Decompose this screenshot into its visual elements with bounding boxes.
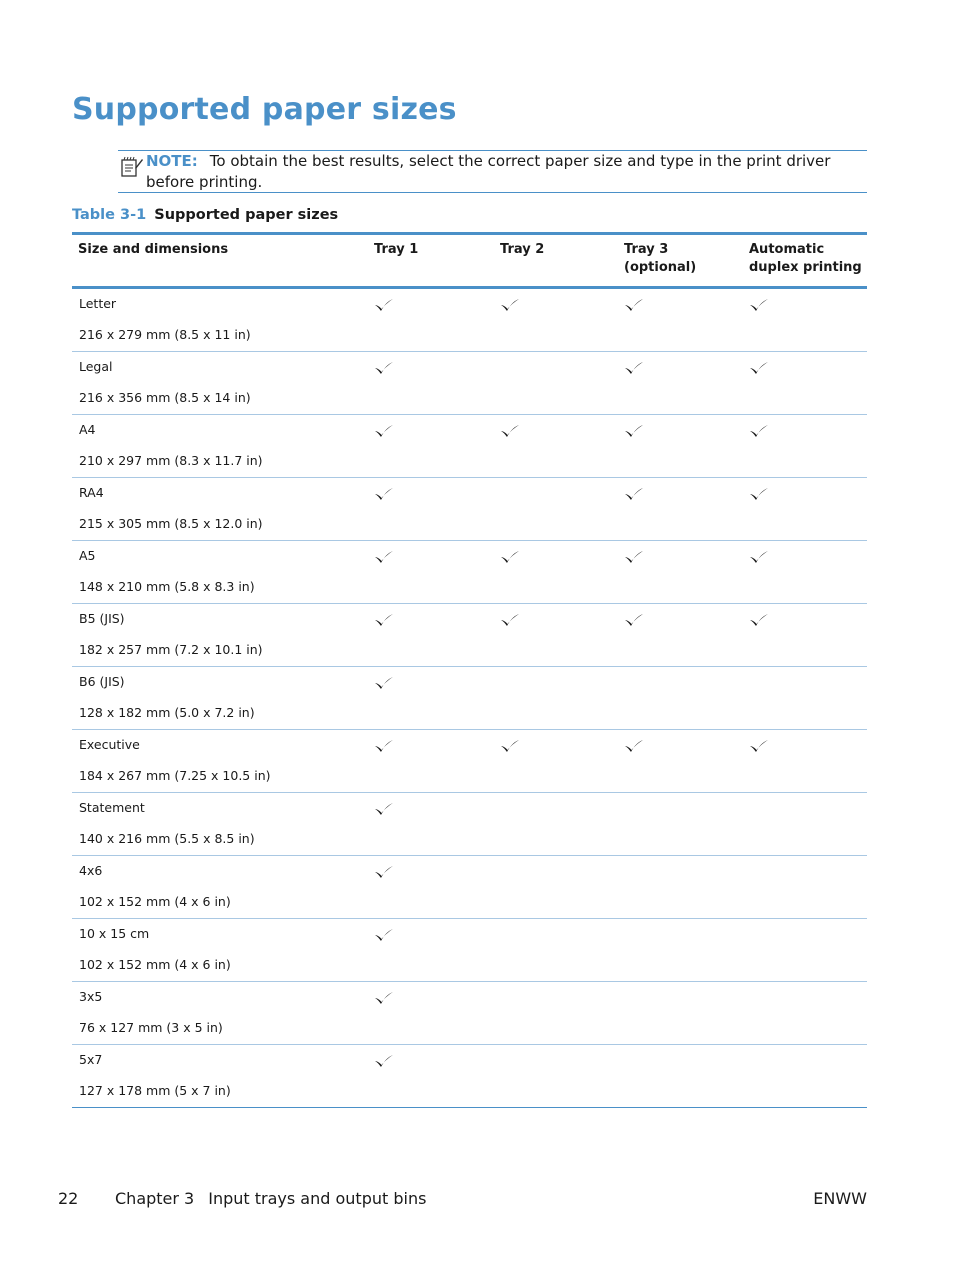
table-caption-number: Table 3-1 <box>72 207 147 223</box>
table-header <box>72 232 867 289</box>
paper-size-name: Executive <box>79 737 140 752</box>
checkmark-icon <box>500 738 520 752</box>
paper-size-dimensions: 184 x 267 mm (7.25 x 10.5 in) <box>79 768 271 783</box>
checkmark-icon <box>374 297 394 311</box>
paper-sizes-table <box>72 232 867 1108</box>
checkmark-icon <box>749 612 769 626</box>
note-label: NOTE: <box>146 152 198 170</box>
table-row <box>72 793 867 856</box>
footer-chapter <box>115 1189 426 1208</box>
header-tray2: Tray 2 <box>500 242 545 257</box>
table-row <box>72 730 867 793</box>
header-tray3: Tray 3 (optional) <box>624 242 697 275</box>
table-caption <box>72 207 338 223</box>
checkmark-icon <box>749 486 769 500</box>
note-icon <box>120 154 144 178</box>
paper-size-name: 4x6 <box>79 863 103 878</box>
table-row <box>72 667 867 730</box>
paper-size-name: A4 <box>79 422 96 437</box>
checkmark-icon <box>374 612 394 626</box>
checkmark-icon <box>374 990 394 1004</box>
checkmark-icon <box>624 297 644 311</box>
checkmark-icon <box>500 423 520 437</box>
paper-size-dimensions: 210 x 297 mm (8.3 x 11.7 in) <box>79 453 263 468</box>
header-tray1: Tray 1 <box>374 242 419 257</box>
table-row <box>72 352 867 415</box>
checkmark-icon <box>749 549 769 563</box>
checkmark-icon <box>374 675 394 689</box>
checkmark-icon <box>374 549 394 563</box>
paper-size-name: Letter <box>79 296 117 311</box>
table-row <box>72 541 867 604</box>
checkmark-icon <box>500 297 520 311</box>
paper-size-name: B6 (JIS) <box>79 674 125 689</box>
checkmark-icon <box>374 486 394 500</box>
note-body: To obtain the best results, select the correct paper size and type in the print driver before printing. <box>146 152 831 191</box>
paper-size-name: RA4 <box>79 485 104 500</box>
table-row <box>72 604 867 667</box>
checkmark-icon <box>374 801 394 815</box>
checkmark-icon <box>749 738 769 752</box>
checkmark-icon <box>624 486 644 500</box>
table-row <box>72 919 867 982</box>
paper-size-dimensions: 102 x 152 mm (4 x 6 in) <box>79 957 231 972</box>
paper-size-name: 3x5 <box>79 989 103 1004</box>
checkmark-icon <box>624 360 644 374</box>
checkmark-icon <box>749 297 769 311</box>
page-title: Supported paper sizes <box>72 92 457 127</box>
checkmark-icon <box>624 612 644 626</box>
checkmark-icon <box>500 612 520 626</box>
paper-size-dimensions: 128 x 182 mm (5.0 x 7.2 in) <box>79 705 255 720</box>
paper-size-dimensions: 216 x 356 mm (8.5 x 14 in) <box>79 390 251 405</box>
table-row <box>72 856 867 919</box>
note-box <box>118 150 867 193</box>
table-row <box>72 478 867 541</box>
table-row <box>72 289 867 352</box>
table-body <box>72 289 867 1108</box>
checkmark-icon <box>500 549 520 563</box>
paper-size-dimensions: 216 x 279 mm (8.5 x 11 in) <box>79 327 251 342</box>
paper-size-dimensions: 140 x 216 mm (5.5 x 8.5 in) <box>79 831 255 846</box>
checkmark-icon <box>374 423 394 437</box>
checkmark-icon <box>749 423 769 437</box>
header-duplex: Automatic duplex printing <box>749 242 862 275</box>
footer-chapter-number: Chapter 3 <box>115 1189 195 1208</box>
table-row <box>72 1045 867 1108</box>
paper-size-name: Statement <box>79 800 145 815</box>
checkmark-icon <box>374 927 394 941</box>
paper-size-dimensions: 148 x 210 mm (5.8 x 8.3 in) <box>79 579 255 594</box>
checkmark-icon <box>749 360 769 374</box>
paper-size-dimensions: 76 x 127 mm (3 x 5 in) <box>79 1020 223 1035</box>
paper-size-dimensions: 215 x 305 mm (8.5 x 12.0 in) <box>79 516 263 531</box>
note-text <box>146 151 846 193</box>
table-row <box>72 415 867 478</box>
paper-size-dimensions: 102 x 152 mm (4 x 6 in) <box>79 894 231 909</box>
checkmark-icon <box>624 549 644 563</box>
paper-size-dimensions: 127 x 178 mm (5 x 7 in) <box>79 1083 231 1098</box>
paper-size-name: A5 <box>79 548 96 563</box>
paper-size-name: 10 x 15 cm <box>79 926 150 941</box>
paper-size-name: B5 (JIS) <box>79 611 125 626</box>
checkmark-icon <box>374 738 394 752</box>
paper-size-dimensions: 182 x 257 mm (7.2 x 10.1 in) <box>79 642 263 657</box>
table-caption-title: Supported paper sizes <box>154 207 339 223</box>
paper-size-name: 5x7 <box>79 1052 103 1067</box>
checkmark-icon <box>624 738 644 752</box>
checkmark-icon <box>374 360 394 374</box>
header-size: Size and dimensions <box>78 242 229 257</box>
table-row <box>72 982 867 1045</box>
checkmark-icon <box>624 423 644 437</box>
footer-locale: ENWW <box>813 1189 867 1208</box>
paper-size-name: Legal <box>79 359 113 374</box>
checkmark-icon <box>374 864 394 878</box>
footer-chapter-title: Input trays and output bins <box>208 1189 427 1208</box>
footer-page-number: 22 <box>58 1189 79 1208</box>
checkmark-icon <box>374 1053 394 1067</box>
